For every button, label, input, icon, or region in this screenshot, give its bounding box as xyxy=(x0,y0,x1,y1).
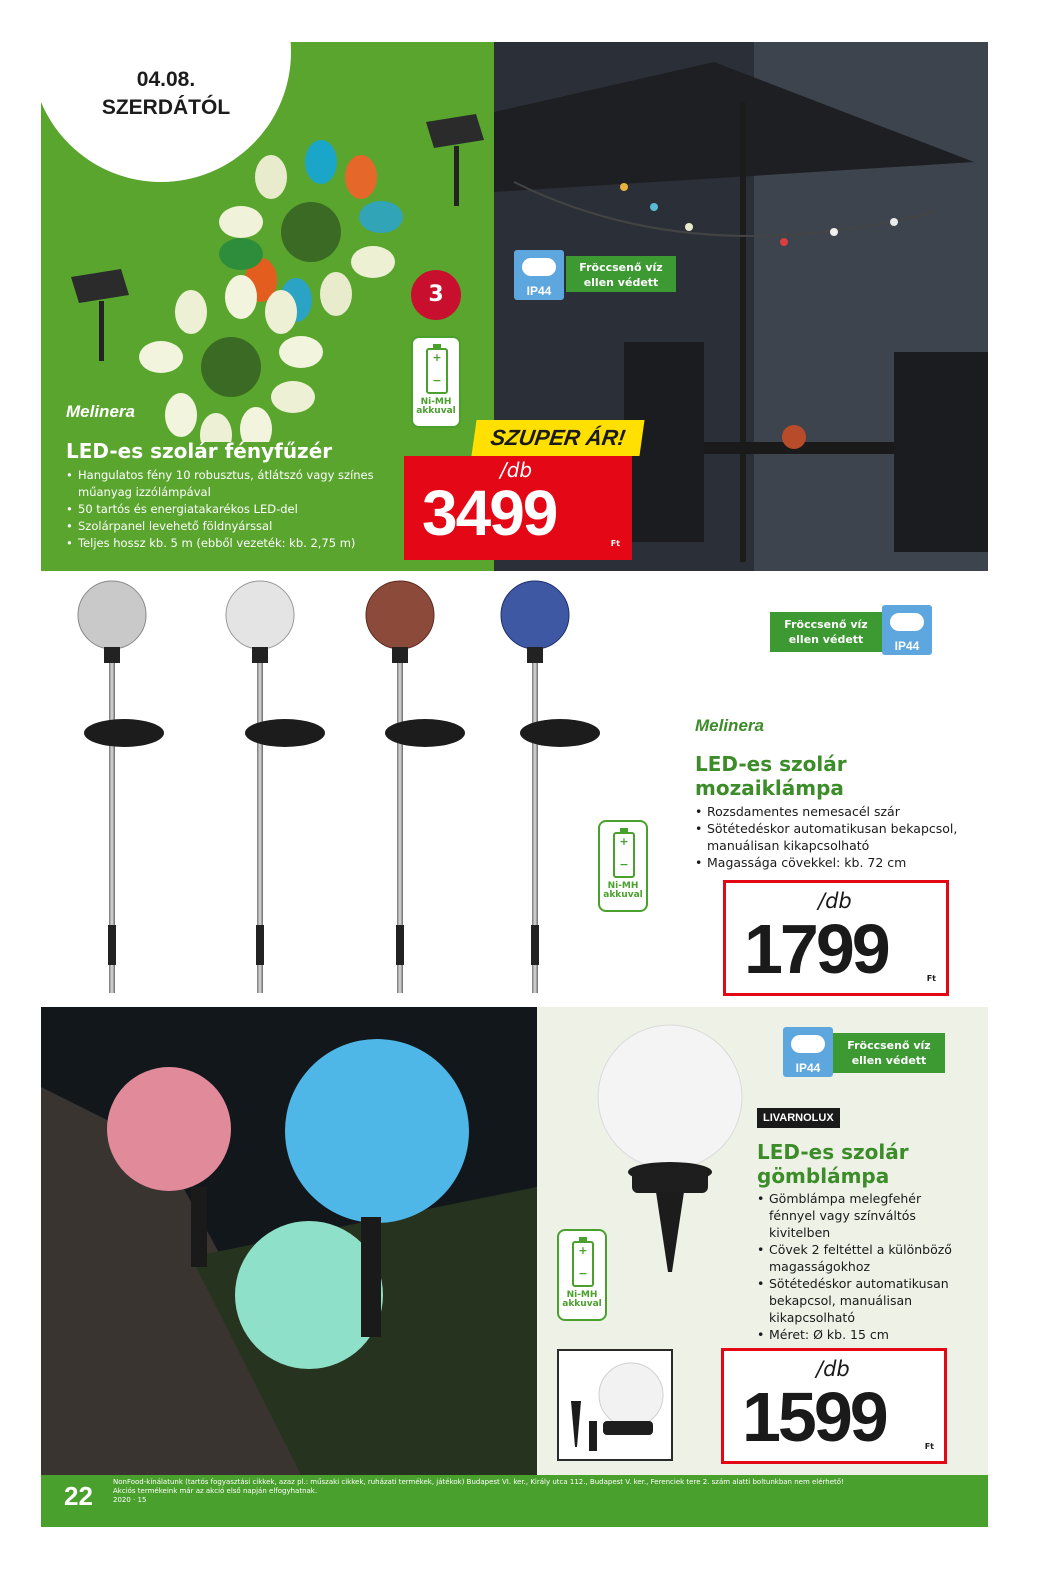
disclaimer-line: Akciós termékeink már az akció első napján elfogyhatnak. xyxy=(113,1487,318,1495)
ip44-icon xyxy=(783,1027,833,1077)
ip-text: Fröccsenő víz xyxy=(847,1039,931,1052)
battery-label-type: Ni-MH xyxy=(566,1290,598,1300)
ip44-icon xyxy=(514,250,564,300)
battery-icon xyxy=(557,1229,607,1321)
product-features xyxy=(66,467,396,552)
cloud-shape xyxy=(890,613,924,631)
brand-logo: Melinera xyxy=(695,716,764,735)
ip-code: IP44 xyxy=(894,639,920,653)
battery-label xyxy=(559,1291,605,1309)
ip-code: IP44 xyxy=(795,1061,821,1075)
battery-label-text: akkuval xyxy=(416,406,456,416)
price-currency: Ft xyxy=(610,539,620,548)
globe-lamps-photo xyxy=(41,1007,537,1475)
battery-label-type: Ni-MH xyxy=(420,397,452,407)
date-badge-from: SZERDÁTÓL xyxy=(101,96,231,119)
warranty-badge: 3 xyxy=(411,270,461,320)
ip-code: IP44 xyxy=(526,284,552,298)
feature-item: • Sötétedéskor automatikusan bekapcsol, manuálisan kikapcsolható xyxy=(695,820,965,854)
battery-cell xyxy=(572,1241,594,1287)
product-features xyxy=(695,803,965,871)
cloud-shape xyxy=(522,258,556,276)
battery-minus: − xyxy=(578,1267,588,1280)
battery-label xyxy=(413,398,459,416)
ip-text: Fröccsenő víz xyxy=(579,261,663,274)
date-badge-date: 04.08. xyxy=(136,68,196,91)
battery-cell xyxy=(613,832,635,878)
price-value: 1799 xyxy=(744,910,888,988)
disclaimer-line: NonFood-kínálatunk (tartós fogyasztási cikkek, azaz pl.: műszaki cikkek, ruházati termékek, játékok) Budapest VI. ker., Király utca 112., Budapest V. ker., Ferenciek tere 2. szám alatti boltunkban nem elérhető! xyxy=(113,1478,844,1486)
battery-minus: − xyxy=(432,374,442,387)
ip-text: ellen védett xyxy=(788,633,864,646)
price-tag xyxy=(404,456,632,560)
feature-item: • 50 tartós és energiatakarékos LED-del xyxy=(66,501,396,518)
accessory-inset-image xyxy=(557,1349,673,1461)
price-tag xyxy=(721,1348,947,1464)
battery-icon xyxy=(411,336,461,428)
ip-text: Fröccsenő víz xyxy=(784,618,868,631)
price-unit: /db xyxy=(816,1357,850,1381)
product-title xyxy=(757,1140,909,1188)
feature-item: • Méret: Ø kb. 15 cm xyxy=(757,1326,957,1343)
feature-item: • Rozsdamentes nemesacél szár xyxy=(695,803,965,820)
super-price-badge: SZUPER ÁR! xyxy=(471,420,644,456)
feature-item: • Cövek 2 feltéttel a különböző magasságokhoz xyxy=(757,1241,957,1275)
disclaimer-line: 2020 · 15 xyxy=(113,1496,147,1504)
globe-lamp-image xyxy=(592,1022,752,1277)
price-tag xyxy=(723,880,949,996)
title-line: gömblámpa xyxy=(757,1164,890,1188)
battery-cell xyxy=(426,348,448,394)
price-value: 3499 xyxy=(422,477,557,549)
splash-protection-badge xyxy=(566,256,676,292)
feature-item: • Sötétedéskor automatikusan bekapcsol, manuálisan kikapcsolható xyxy=(757,1275,957,1326)
price-currency: Ft xyxy=(924,1442,934,1451)
title-line: mozaiklámpa xyxy=(695,776,844,800)
product3-panel xyxy=(537,1007,988,1475)
battery-label-text: akkuval xyxy=(603,890,643,900)
feature-item: • Szolárpanel levehető földnyárssal xyxy=(66,518,396,535)
price-currency: Ft xyxy=(926,974,936,983)
battery-plus: + xyxy=(578,1244,588,1257)
brand-logo: Melinera xyxy=(66,402,135,421)
feature-item: • Hangulatos fény 10 robusztus, átlátszó vagy színes műanyag izzólámpával xyxy=(66,467,396,501)
splash-protection-badge xyxy=(770,612,882,652)
feature-item: • Gömblámpa melegfehér fénnyel vagy színváltós kivitelben xyxy=(757,1190,957,1241)
feature-item: • Magassága cövekkel: kb. 72 cm xyxy=(695,854,965,871)
title-line: LED-es szolár xyxy=(757,1140,909,1164)
price-unit: /db xyxy=(818,889,852,913)
globe-lamps-scene-image xyxy=(41,1007,537,1475)
battery-plus: + xyxy=(432,351,442,364)
product-title: LED-es szolár fényfűzér xyxy=(66,439,333,463)
mosaic-lamps-image xyxy=(60,575,620,1005)
price-value: 1599 xyxy=(742,1378,886,1456)
title-line: LED-es szolár xyxy=(695,752,847,776)
ip-text: ellen védett xyxy=(583,276,659,289)
footer-disclaimer xyxy=(113,1478,973,1505)
battery-icon xyxy=(598,820,648,912)
splash-protection-badge xyxy=(833,1033,945,1073)
brand-logo: LIVARNOLUX xyxy=(757,1108,840,1128)
feature-item: • Teljes hossz kb. 5 m (ebből vezeték: kb. 2,75 m) xyxy=(66,535,396,552)
ip44-icon xyxy=(882,605,932,655)
ip-text: ellen védett xyxy=(851,1054,927,1067)
battery-label-type: Ni-MH xyxy=(607,881,639,891)
price-unit: /db xyxy=(500,458,533,482)
product-features xyxy=(757,1190,957,1343)
battery-label-text: akkuval xyxy=(562,1299,602,1309)
product-title xyxy=(695,752,847,800)
battery-label xyxy=(600,882,646,900)
page-number: 22 xyxy=(64,1481,93,1511)
stake-parts-image xyxy=(559,1351,671,1459)
battery-plus: + xyxy=(619,835,629,848)
page-footer xyxy=(41,1475,988,1527)
cloud-shape xyxy=(791,1035,825,1053)
battery-minus: − xyxy=(619,858,629,871)
